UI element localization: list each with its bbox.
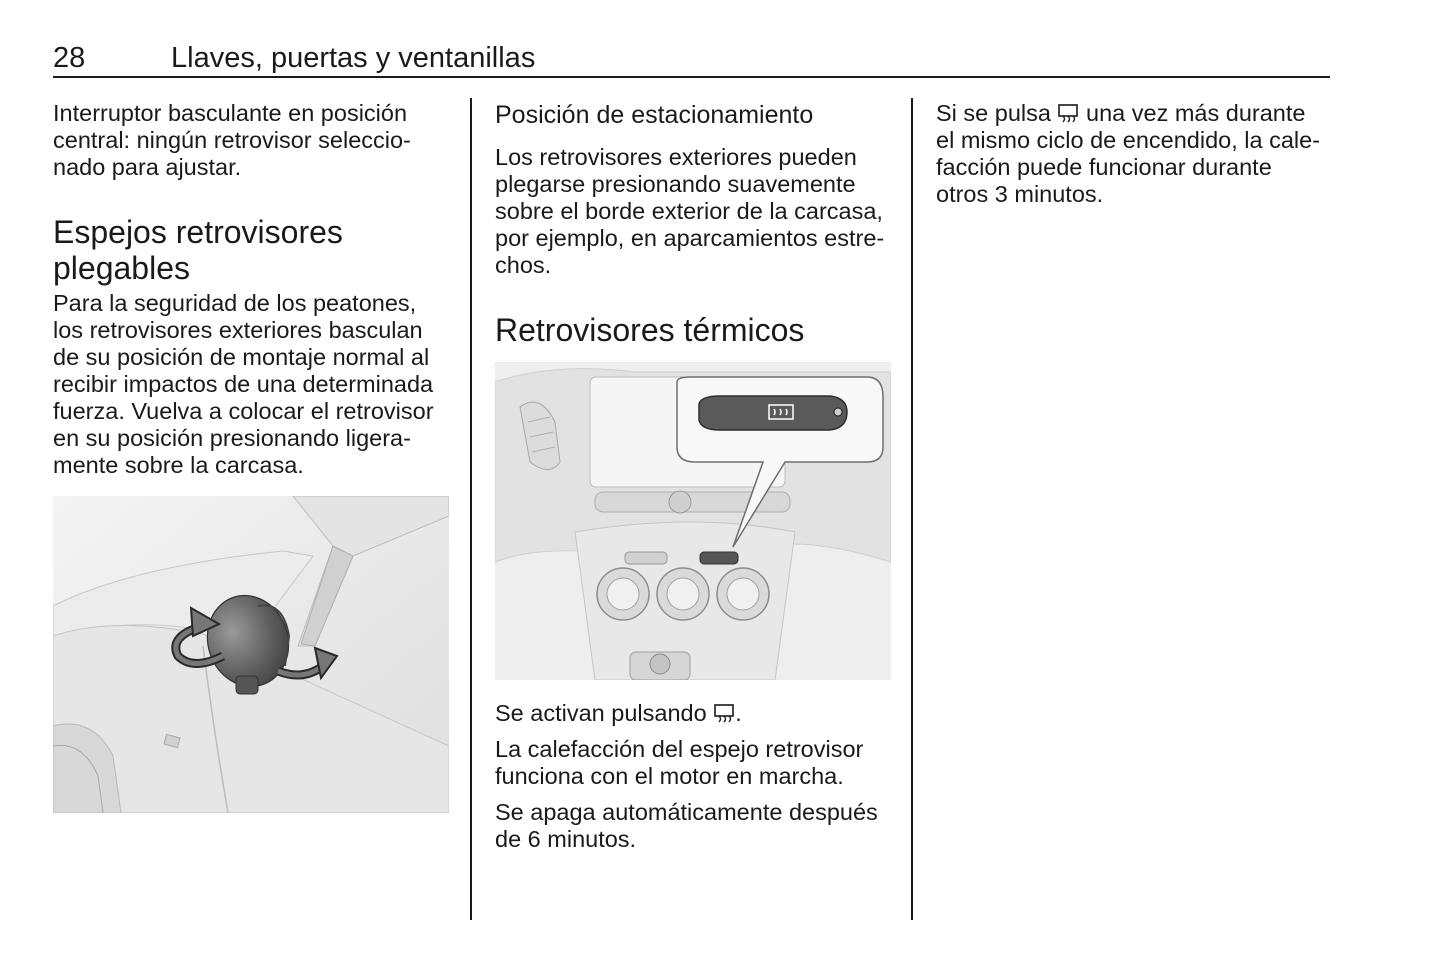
column-divider bbox=[911, 98, 913, 920]
parking-paragraph: Los retrovisores exteriores pueden plegarse presionando suavemente sobre el borde exterior de la carcasa, por ejemplo, en aparcamientos estre- chos. bbox=[495, 144, 885, 278]
section-heading-foldable-mirrors: Espejos retrovisores plegables bbox=[53, 214, 343, 286]
dashboard-defrost-illustration bbox=[495, 362, 891, 680]
rear-defrost-icon bbox=[713, 703, 735, 723]
page-header bbox=[53, 40, 1330, 78]
activate-paragraph: Se activan pulsando . bbox=[495, 700, 742, 726]
repeat-paragraph: Si se pulsa una vez más durante el mismo ciclo de encendido, la cale- facción puede funcionar durante otros 3 minutos. bbox=[936, 100, 1321, 207]
folding-mirror-illustration bbox=[53, 496, 449, 813]
column-1 bbox=[53, 100, 451, 813]
rear-defrost-icon bbox=[1057, 103, 1079, 123]
foldable-paragraph: Para la seguridad de los peatones, los retrovisores exteriores basculan de su posición de montaje normal al recibir impactos de una determinada fuerza. Vuelva a colocar el retrovisor en su posición presionando ligera- mente sobre la carcasa. bbox=[53, 290, 434, 478]
subheading-parking-position: Posición de estacionamiento bbox=[495, 101, 814, 129]
off-paragraph: Se apaga automáticamente después de 6 minutos. bbox=[495, 799, 878, 852]
section-heading-heated-mirrors: Retrovisores térmicos bbox=[495, 312, 805, 348]
page-number: 28 bbox=[53, 42, 86, 74]
chapter-title: Llaves, puertas y ventanillas bbox=[171, 42, 536, 74]
intro-paragraph: Interruptor basculante en posición central: ningún retrovisor seleccio- nado para ajustar. bbox=[53, 100, 411, 180]
column-3 bbox=[936, 100, 1334, 208]
column-2 bbox=[495, 100, 895, 853]
column-divider bbox=[470, 98, 472, 920]
heating-paragraph: La calefacción del espejo retrovisor funciona con el motor en marcha. bbox=[495, 736, 864, 789]
